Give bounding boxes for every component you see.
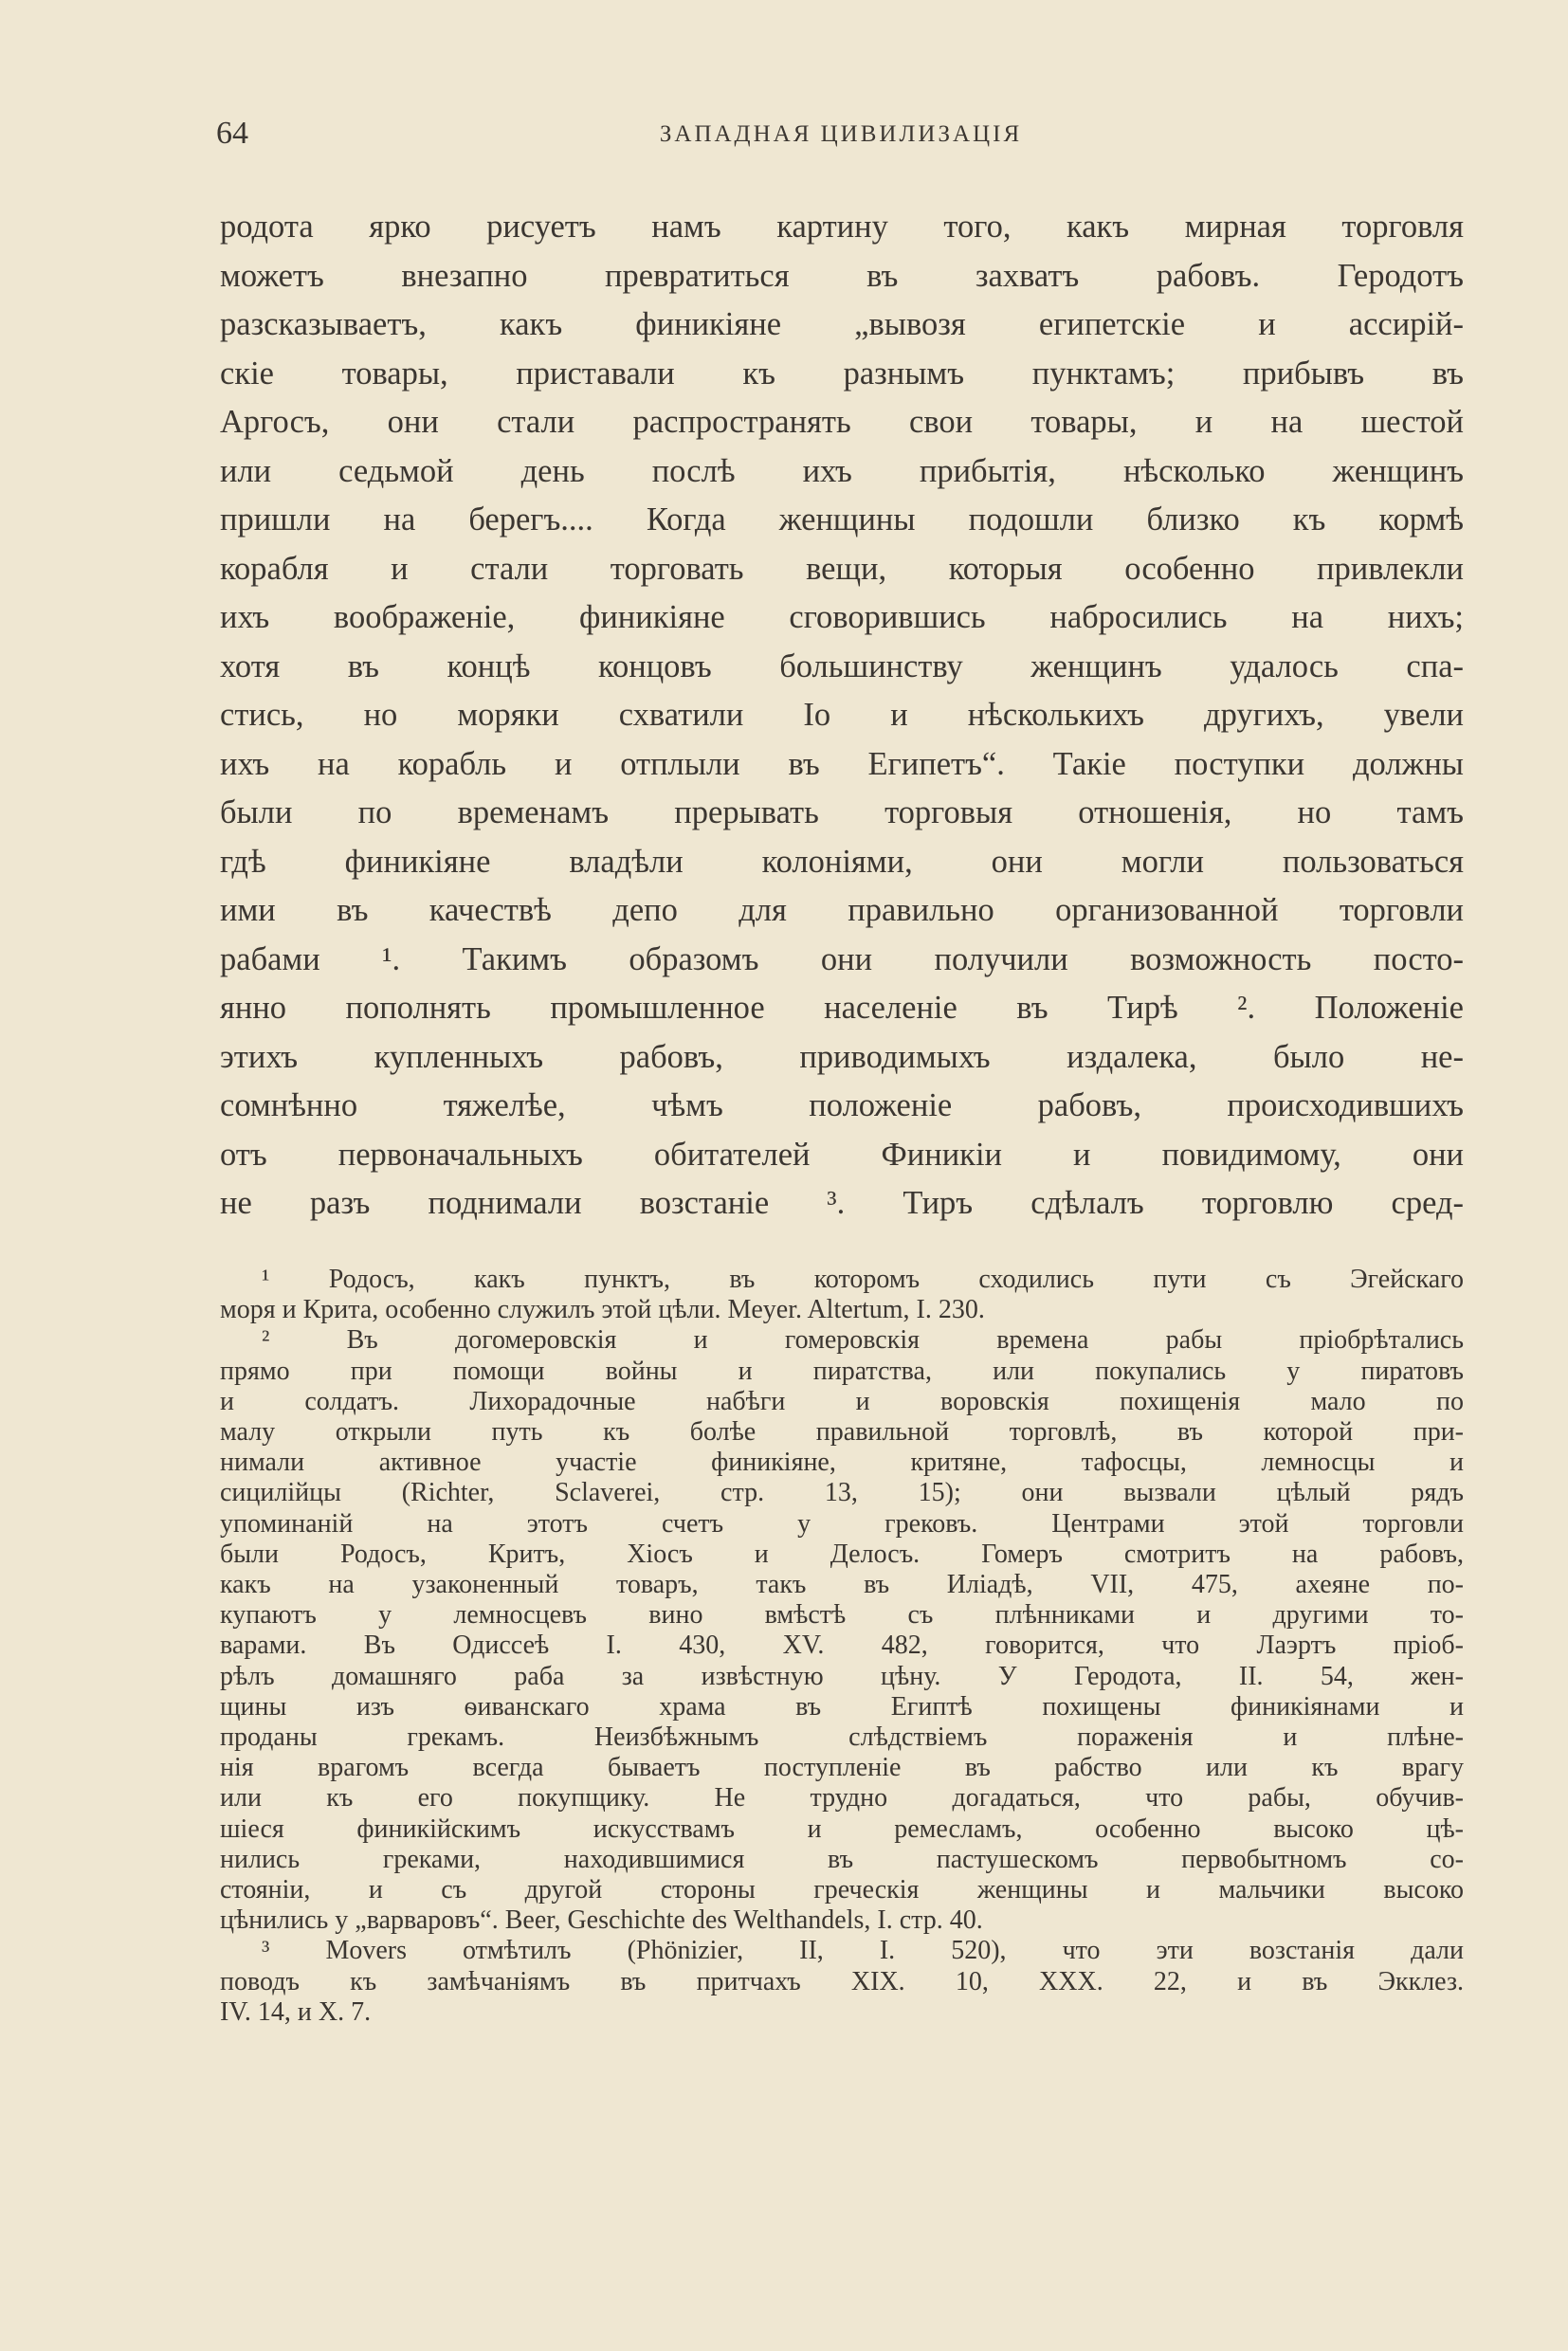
body-line: сомнѣнно тяжелѣе, чѣмъ положеніе рабовъ, происходившихъ	[220, 1087, 1464, 1123]
footnote-line: и солдатъ. Лихорадочные набѣги и воровскія похищенія мало по	[220, 1386, 1464, 1416]
body-line: родота ярко рисуетъ намъ картину того, какъ мирная торговля	[220, 209, 1464, 245]
body-line: скіе товары, приставали къ разнымъ пунктамъ; прибывъ въ	[220, 355, 1464, 392]
body-line: гдѣ финикіяне владѣли колоніями, они могли пользоваться	[220, 843, 1464, 880]
body-line: можетъ внезапно превратиться въ захватъ рабовъ. Геродотъ	[220, 257, 1464, 294]
body-line: хотя въ концѣ концовъ большинству женщинъ удалось спа-	[220, 647, 1464, 684]
body-line: рабами ¹. Такимъ образомъ они получили возможность посто-	[220, 940, 1464, 977]
footnote-line: купаютъ у лемносцевъ вино вмѣстѣ съ плѣнниками и другими то-	[220, 1600, 1464, 1631]
body-line: пришли на берегъ.... Когда женщины подошли близко къ кормѣ	[220, 501, 1464, 538]
body-line: были по временамъ прерывать торговыя отношенія, но тамъ	[220, 794, 1464, 830]
footnotes	[220, 1265, 1464, 2028]
footnote-line: проданы грекамъ. Неизбѣжнымъ слѣдствіемъ пораженія и плѣне-	[220, 1722, 1464, 1753]
footnote-line: малу открыли путь къ болѣе правильной торговлѣ, въ которой при-	[220, 1417, 1464, 1448]
body-line: ими въ качествѣ депо для правильно организованной торговли	[220, 892, 1464, 928]
footnote-line: ² Въ догомеровскія и гомеровскія времена рабы пріобрѣтались	[262, 1325, 1464, 1356]
footnote-line: упоминаній на этотъ счетъ у грековъ. Центрами этой торговли	[220, 1508, 1464, 1539]
body-line: не разъ поднимали возстаніе ³. Тиръ сдѣлалъ торговлю сред-	[220, 1185, 1464, 1221]
main-text	[220, 203, 1464, 1229]
body-line: или седьмой день послѣ ихъ прибытія, нѣсколько женщинъ	[220, 452, 1464, 489]
footnote-line: варами. Въ Одиссеѣ I. 430, XV. 482, говорится, что Лаэртъ пріоб-	[220, 1631, 1464, 1661]
footnote-line: IV. 14, и X. 7.	[220, 1996, 372, 2027]
footnote-line: рѣлъ домашняго раба за извѣстную цѣну. У Геродота, II. 54, жен-	[220, 1661, 1464, 1691]
footnote-line: нились греками, находившимися въ пастушескомъ первобытномъ со-	[220, 1844, 1464, 1874]
footnote-line: моря и Крита, особенно служилъ этой цѣли. Meyer. Altertum, I. 230.	[220, 1295, 985, 1325]
body-line: отъ первоначальныхъ обитателей Финикіи и повидимому, они	[220, 1136, 1464, 1173]
footnote-line: прямо при помощи войны и пиратства, или покупались у пиратовъ	[220, 1356, 1464, 1386]
footnote-line: поводъ къ замѣчаніямъ въ притчахъ XIX. 10, XXX. 22, и въ Экклез.	[220, 1966, 1464, 1996]
body-line: разсказываетъ, какъ финикіяне „вывозя египетскіе и ассирій-	[220, 306, 1464, 342]
page-number: 64	[216, 116, 248, 151]
body-line: янно пополнять промышленное населеніе въ Тирѣ ². Положеніе	[220, 990, 1464, 1026]
body-line: стись, но моряки схватили Іо и нѣсколькихъ другихъ, увели	[220, 697, 1464, 733]
footnote-line: нія врагомъ всегда бываетъ поступленіе въ рабство или къ врагу	[220, 1753, 1464, 1783]
footnote-line: какъ на узаконенный товаръ, такъ въ Иліадѣ, VII, 475, ахеяне по-	[220, 1570, 1464, 1600]
footnote-line: нимали активное участіе финикіяне, критяне, тафосцы, лемносцы и	[220, 1448, 1464, 1478]
footnote-line: цѣнились у „варваровъ“. Beer, Geschichte des Welthandels, I. стр. 40.	[220, 1905, 983, 1936]
body-line: корабля и стали торговать вещи, которыя особенно привлекли	[220, 550, 1464, 587]
page-header	[216, 116, 1466, 165]
body-line: Аргосъ, они стали распространять свои товары, и на шестой	[220, 404, 1464, 440]
footnote-line: или къ его покупщику. Не трудно догадаться, что рабы, обучив-	[220, 1783, 1464, 1813]
running-title: ЗАПАДНАЯ ЦИВИЛИЗАЦІЯ	[659, 121, 1023, 147]
body-line: ихъ воображеніе, финикіяне сговорившись набросились на нихъ;	[220, 599, 1464, 635]
body-line: ихъ на корабль и отплыли въ Египетъ“. Такіе поступки должны	[220, 745, 1464, 782]
footnote-line: ¹ Родосъ, какъ пунктъ, въ которомъ сходились пути съ Эгейскаго	[262, 1265, 1464, 1294]
footnote-line: шіеся финикійскимъ искусствамъ и ремесламъ, особенно высоко цѣ-	[220, 1813, 1464, 1844]
footnote-line: щины изъ ѳиванскаго храма въ Египтѣ похищены финикіянами и	[220, 1691, 1464, 1722]
body-line: этихъ купленныхъ рабовъ, приводимыхъ издалека, было не-	[220, 1038, 1464, 1075]
footnote-line: были Родосъ, Критъ, Хіосъ и Делосъ. Гомеръ смотритъ на рабовъ,	[220, 1539, 1464, 1569]
footnote-line: ³ Movers отмѣтилъ (Phönizier, II, I. 520), что эти возстанія дали	[262, 1936, 1464, 1966]
footnote-line: стояніи, и съ другой стороны греческія женщины и мальчики высоко	[220, 1875, 1464, 1905]
footnote-line: сицилійцы (Richter, Sclaverei, стр. 13, 15); они вызвали цѣлый рядъ	[220, 1478, 1464, 1508]
